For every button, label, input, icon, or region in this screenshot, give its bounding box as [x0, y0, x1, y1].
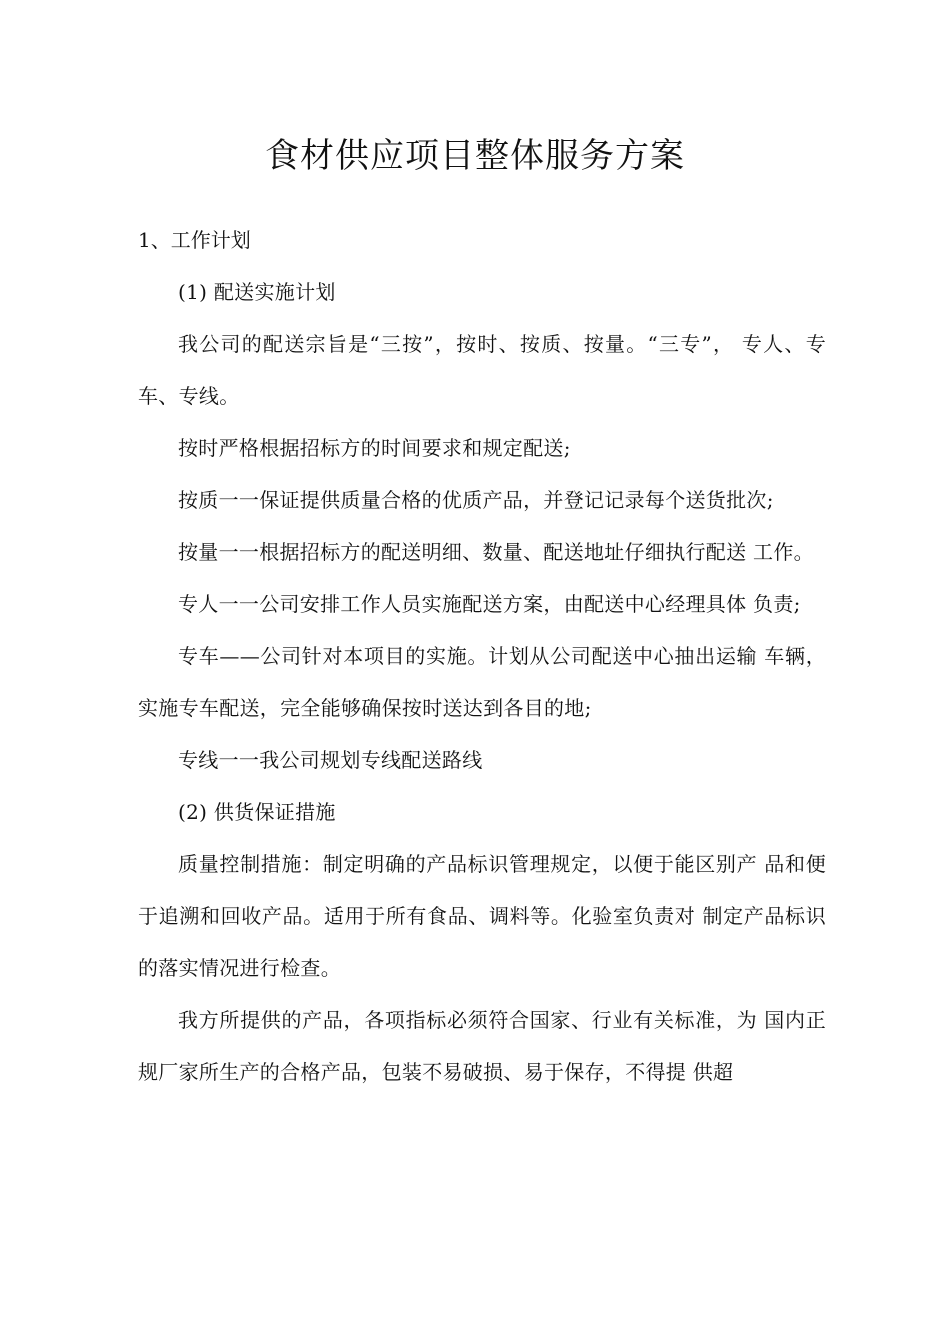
section-heading: 1、工作计划 [138, 228, 251, 252]
paragraph-dedicated-route: 专线一一我公司规划专线配送路线 [178, 748, 483, 772]
paragraph-delivery-principle: 我公司的配送宗旨是“三按”，按时、按质、按量。“三专”， 专人、专车、专线。 [138, 332, 826, 408]
document-body [138, 214, 826, 1098]
document-title: 食材供应项目整体服务方案 [265, 136, 685, 176]
subsection-heading-delivery-plan: (1) 配送实施计划 [178, 280, 336, 304]
paragraph-on-time: 按时严格根据招标方的时间要求和规定配送; [178, 436, 571, 460]
paragraph-by-quality: 按质一一保证提供质量合格的优质产品，并登记记录每个送货批次; [178, 488, 774, 512]
paragraph-dedicated-vehicle: 专车——公司针对本项目的实施。计划从公司配送中心抽出运输 车辆，实施专车配送，完全能够确保按时送达到各目的地; [138, 644, 826, 720]
paragraph-by-quantity: 按量一一根据招标方的配送明细、数量、配送地址仔细执行配送 工作。 [178, 540, 814, 564]
paragraph-quality-control: 质量控制措施：制定明确的产品标识管理规定，以便于能区别产 品和便于追溯和回收产品。适用于所有食品、调料等。化验室负责对 制定产品标识的落实情况进行检查。 [138, 852, 826, 980]
paragraph-product-standards: 我方所提供的产品，各项指标必须符合国家、行业有关标准，为 国内正规厂家所生产的合格产品，包装不易破损、易于保存，不得提 供超 [138, 1008, 826, 1084]
paragraph-dedicated-staff: 专人一一公司安排工作人员实施配送方案，由配送中心经理具体 负责; [178, 592, 801, 616]
subsection-heading-supply-guarantee: (2) 供货保证措施 [178, 800, 336, 824]
